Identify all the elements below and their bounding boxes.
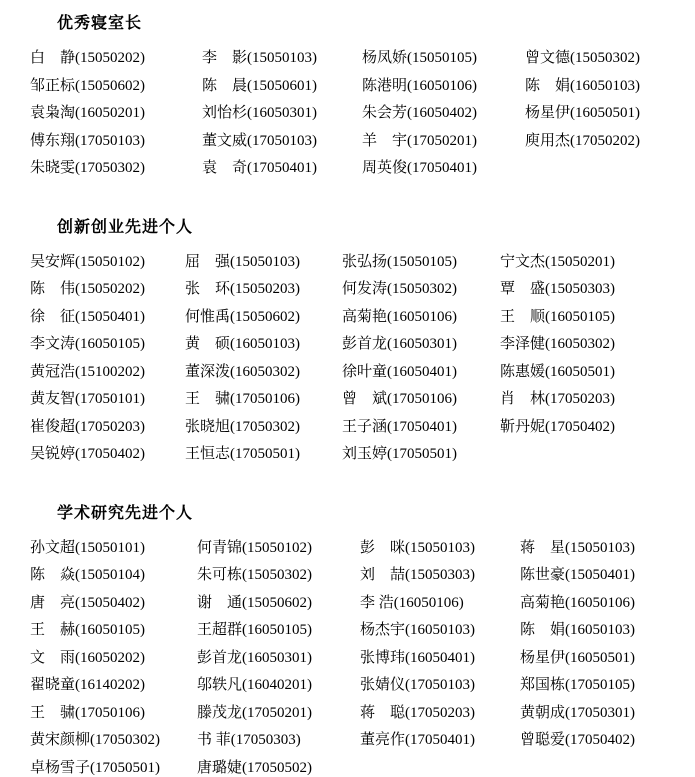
person-entry: 陈 焱(15050104) bbox=[30, 567, 145, 583]
person-entry: 朱晓雯(17050302) bbox=[30, 160, 145, 176]
person-entry: 王 骕(17050106) bbox=[185, 391, 300, 407]
person-entry: 何发涛(15050302) bbox=[342, 281, 457, 297]
section-2 bbox=[30, 214, 667, 469]
person-entry: 宁文杰(15050201) bbox=[500, 253, 615, 270]
person-entry: 彭首龙(16050301) bbox=[342, 336, 457, 352]
person-entry: 董深泼(16050302) bbox=[185, 363, 300, 380]
name-row bbox=[30, 276, 667, 304]
name-row bbox=[30, 100, 667, 128]
person-entry: 袁 奇(17050401) bbox=[202, 160, 317, 176]
person-entry: 邬轶凡(16040201) bbox=[197, 677, 312, 693]
person-entry: 陈 娟(16050103) bbox=[525, 77, 640, 94]
person-entry: 何惟禹(15050602) bbox=[185, 308, 300, 325]
person-entry: 翟晓童(16140202) bbox=[30, 677, 145, 693]
person-entry: 曾 斌(17050106) bbox=[342, 391, 457, 407]
person-entry: 黄友智(17050101) bbox=[30, 391, 145, 407]
person-entry: 杨杰宇(16050103) bbox=[360, 622, 475, 638]
person-entry: 黄宋颜柳(17050302) bbox=[30, 732, 160, 748]
person-entry: 羊 宇(17050201) bbox=[362, 132, 477, 149]
person-entry: 吴锐婷(17050402) bbox=[30, 446, 145, 462]
name-row bbox=[30, 645, 667, 673]
name-row bbox=[30, 562, 667, 590]
person-entry: 彭 咪(15050103) bbox=[360, 539, 475, 556]
name-row bbox=[30, 128, 667, 156]
person-entry: 滕茂龙(17050201) bbox=[197, 704, 312, 721]
person-entry: 黄冠浩(15100202) bbox=[30, 363, 145, 380]
person-entry: 高菊艳(16050106) bbox=[342, 308, 457, 325]
person-entry: 郑国栋(17050105) bbox=[520, 677, 635, 693]
person-entry: 吴安辉(15050102) bbox=[30, 253, 145, 270]
person-entry: 陈港明(16050106) bbox=[362, 77, 477, 94]
person-entry: 黄 硕(16050103) bbox=[185, 336, 300, 352]
person-entry: 何青锦(15050102) bbox=[197, 539, 312, 556]
person-entry: 张晓旭(17050302) bbox=[185, 418, 300, 435]
person-entry: 曾聪爱(17050402) bbox=[520, 732, 635, 748]
person-entry: 徐叶童(16050401) bbox=[342, 363, 457, 380]
person-entry: 朱会芳(16050402) bbox=[362, 105, 477, 121]
person-entry: 崔俊超(17050203) bbox=[30, 418, 145, 435]
person-entry: 徐 征(15050401) bbox=[30, 308, 145, 325]
person-entry: 陈惠媛(16050501) bbox=[500, 363, 615, 380]
person-entry: 张博玮(16050401) bbox=[360, 649, 475, 666]
person-entry: 杨星伊(16050501) bbox=[520, 649, 635, 666]
person-entry: 王子涵(17050401) bbox=[342, 418, 457, 435]
name-row bbox=[30, 535, 667, 563]
name-row bbox=[30, 45, 667, 73]
person-entry: 朱可栋(15050302) bbox=[197, 567, 312, 583]
person-entry: 黄朝成(17050301) bbox=[520, 704, 635, 721]
person-entry: 白 静(15050202) bbox=[30, 50, 145, 66]
person-entry: 唐 亮(15050402) bbox=[30, 594, 145, 611]
person-entry: 杨凤娇(15050105) bbox=[362, 50, 477, 66]
person-entry: 张弘扬(15050105) bbox=[342, 253, 457, 270]
person-entry: 书 菲(17050303) bbox=[197, 732, 301, 748]
person-entry: 覃 盛(15050303) bbox=[500, 281, 615, 297]
name-row bbox=[30, 155, 667, 183]
person-entry: 靳丹妮(17050402) bbox=[500, 418, 615, 435]
person-entry: 张婧仪(17050103) bbox=[360, 677, 475, 693]
name-row bbox=[30, 359, 667, 387]
person-entry: 周英俊(17050401) bbox=[362, 160, 477, 176]
person-entry: 张 环(15050203) bbox=[185, 281, 300, 297]
person-entry: 董亮作(17050401) bbox=[360, 732, 475, 748]
name-row bbox=[30, 386, 667, 414]
person-entry: 董文威(17050103) bbox=[202, 132, 317, 149]
name-list bbox=[30, 535, 667, 777]
person-entry: 王超群(16050105) bbox=[197, 622, 312, 638]
person-entry: 高菊艳(16050106) bbox=[520, 594, 635, 611]
name-row bbox=[30, 700, 667, 728]
person-entry: 刘玉婷(17050501) bbox=[342, 446, 457, 462]
person-entry: 李文涛(16050105) bbox=[30, 336, 145, 352]
person-entry: 唐璐婕(17050502) bbox=[197, 759, 312, 776]
person-entry: 邹正标(15050602) bbox=[30, 77, 145, 94]
person-entry: 刘怡杉(16050301) bbox=[202, 105, 317, 121]
person-entry: 卓杨雪子(17050501) bbox=[30, 759, 160, 776]
name-list bbox=[30, 45, 667, 183]
section-heading: 优秀寝室长 bbox=[57, 15, 143, 32]
person-entry: 陈 娟(16050103) bbox=[520, 622, 635, 638]
person-entry: 屈 强(15050103) bbox=[185, 253, 300, 270]
section-1 bbox=[30, 10, 667, 183]
person-entry: 王恒志(17050501) bbox=[185, 446, 300, 462]
section-heading: 学术研究先进个人 bbox=[57, 504, 194, 522]
person-entry: 孙文超(15050101) bbox=[30, 539, 145, 556]
name-row bbox=[30, 590, 667, 618]
person-entry: 蒋 聪(17050203) bbox=[360, 704, 475, 721]
person-entry: 杨星伊(16050501) bbox=[525, 105, 640, 121]
person-entry: 袁枭淘(16050201) bbox=[30, 105, 145, 121]
document-body bbox=[30, 10, 667, 777]
person-entry: 谢 通(15050602) bbox=[197, 594, 312, 611]
name-row bbox=[30, 249, 667, 277]
person-entry: 刘 喆(15050303) bbox=[360, 567, 475, 583]
person-entry: 彭首龙(16050301) bbox=[197, 649, 312, 666]
name-row bbox=[30, 414, 667, 442]
person-entry: 李泽健(16050302) bbox=[500, 336, 615, 352]
person-entry: 庾用杰(17050202) bbox=[525, 132, 640, 149]
name-row bbox=[30, 755, 667, 777]
person-entry: 陈 伟(15050202) bbox=[30, 281, 145, 297]
person-entry: 文 雨(16050202) bbox=[30, 649, 145, 666]
person-entry: 陈世豪(15050401) bbox=[520, 567, 635, 583]
name-row bbox=[30, 617, 667, 645]
name-row bbox=[30, 304, 667, 332]
person-entry: 曾文德(15050302) bbox=[525, 50, 640, 66]
name-row bbox=[30, 331, 667, 359]
person-entry: 王 骕(17050106) bbox=[30, 704, 145, 721]
name-row bbox=[30, 441, 667, 469]
name-list bbox=[30, 249, 667, 469]
person-entry: 王 顺(16050105) bbox=[500, 308, 615, 325]
person-entry: 傅东翔(17050103) bbox=[30, 132, 145, 149]
person-entry: 蒋 星(15050103) bbox=[520, 539, 635, 556]
name-row bbox=[30, 672, 667, 700]
person-entry: 王 赫(16050105) bbox=[30, 622, 145, 638]
name-row bbox=[30, 727, 667, 755]
person-entry: 李 浩(16050106) bbox=[360, 594, 464, 611]
section-heading: 创新创业先进个人 bbox=[57, 218, 194, 236]
section-3 bbox=[30, 500, 667, 777]
person-entry: 李 影(15050103) bbox=[202, 50, 317, 66]
name-row bbox=[30, 73, 667, 101]
person-entry: 陈 晨(15050601) bbox=[202, 77, 317, 94]
person-entry: 肖 林(17050203) bbox=[500, 391, 615, 407]
